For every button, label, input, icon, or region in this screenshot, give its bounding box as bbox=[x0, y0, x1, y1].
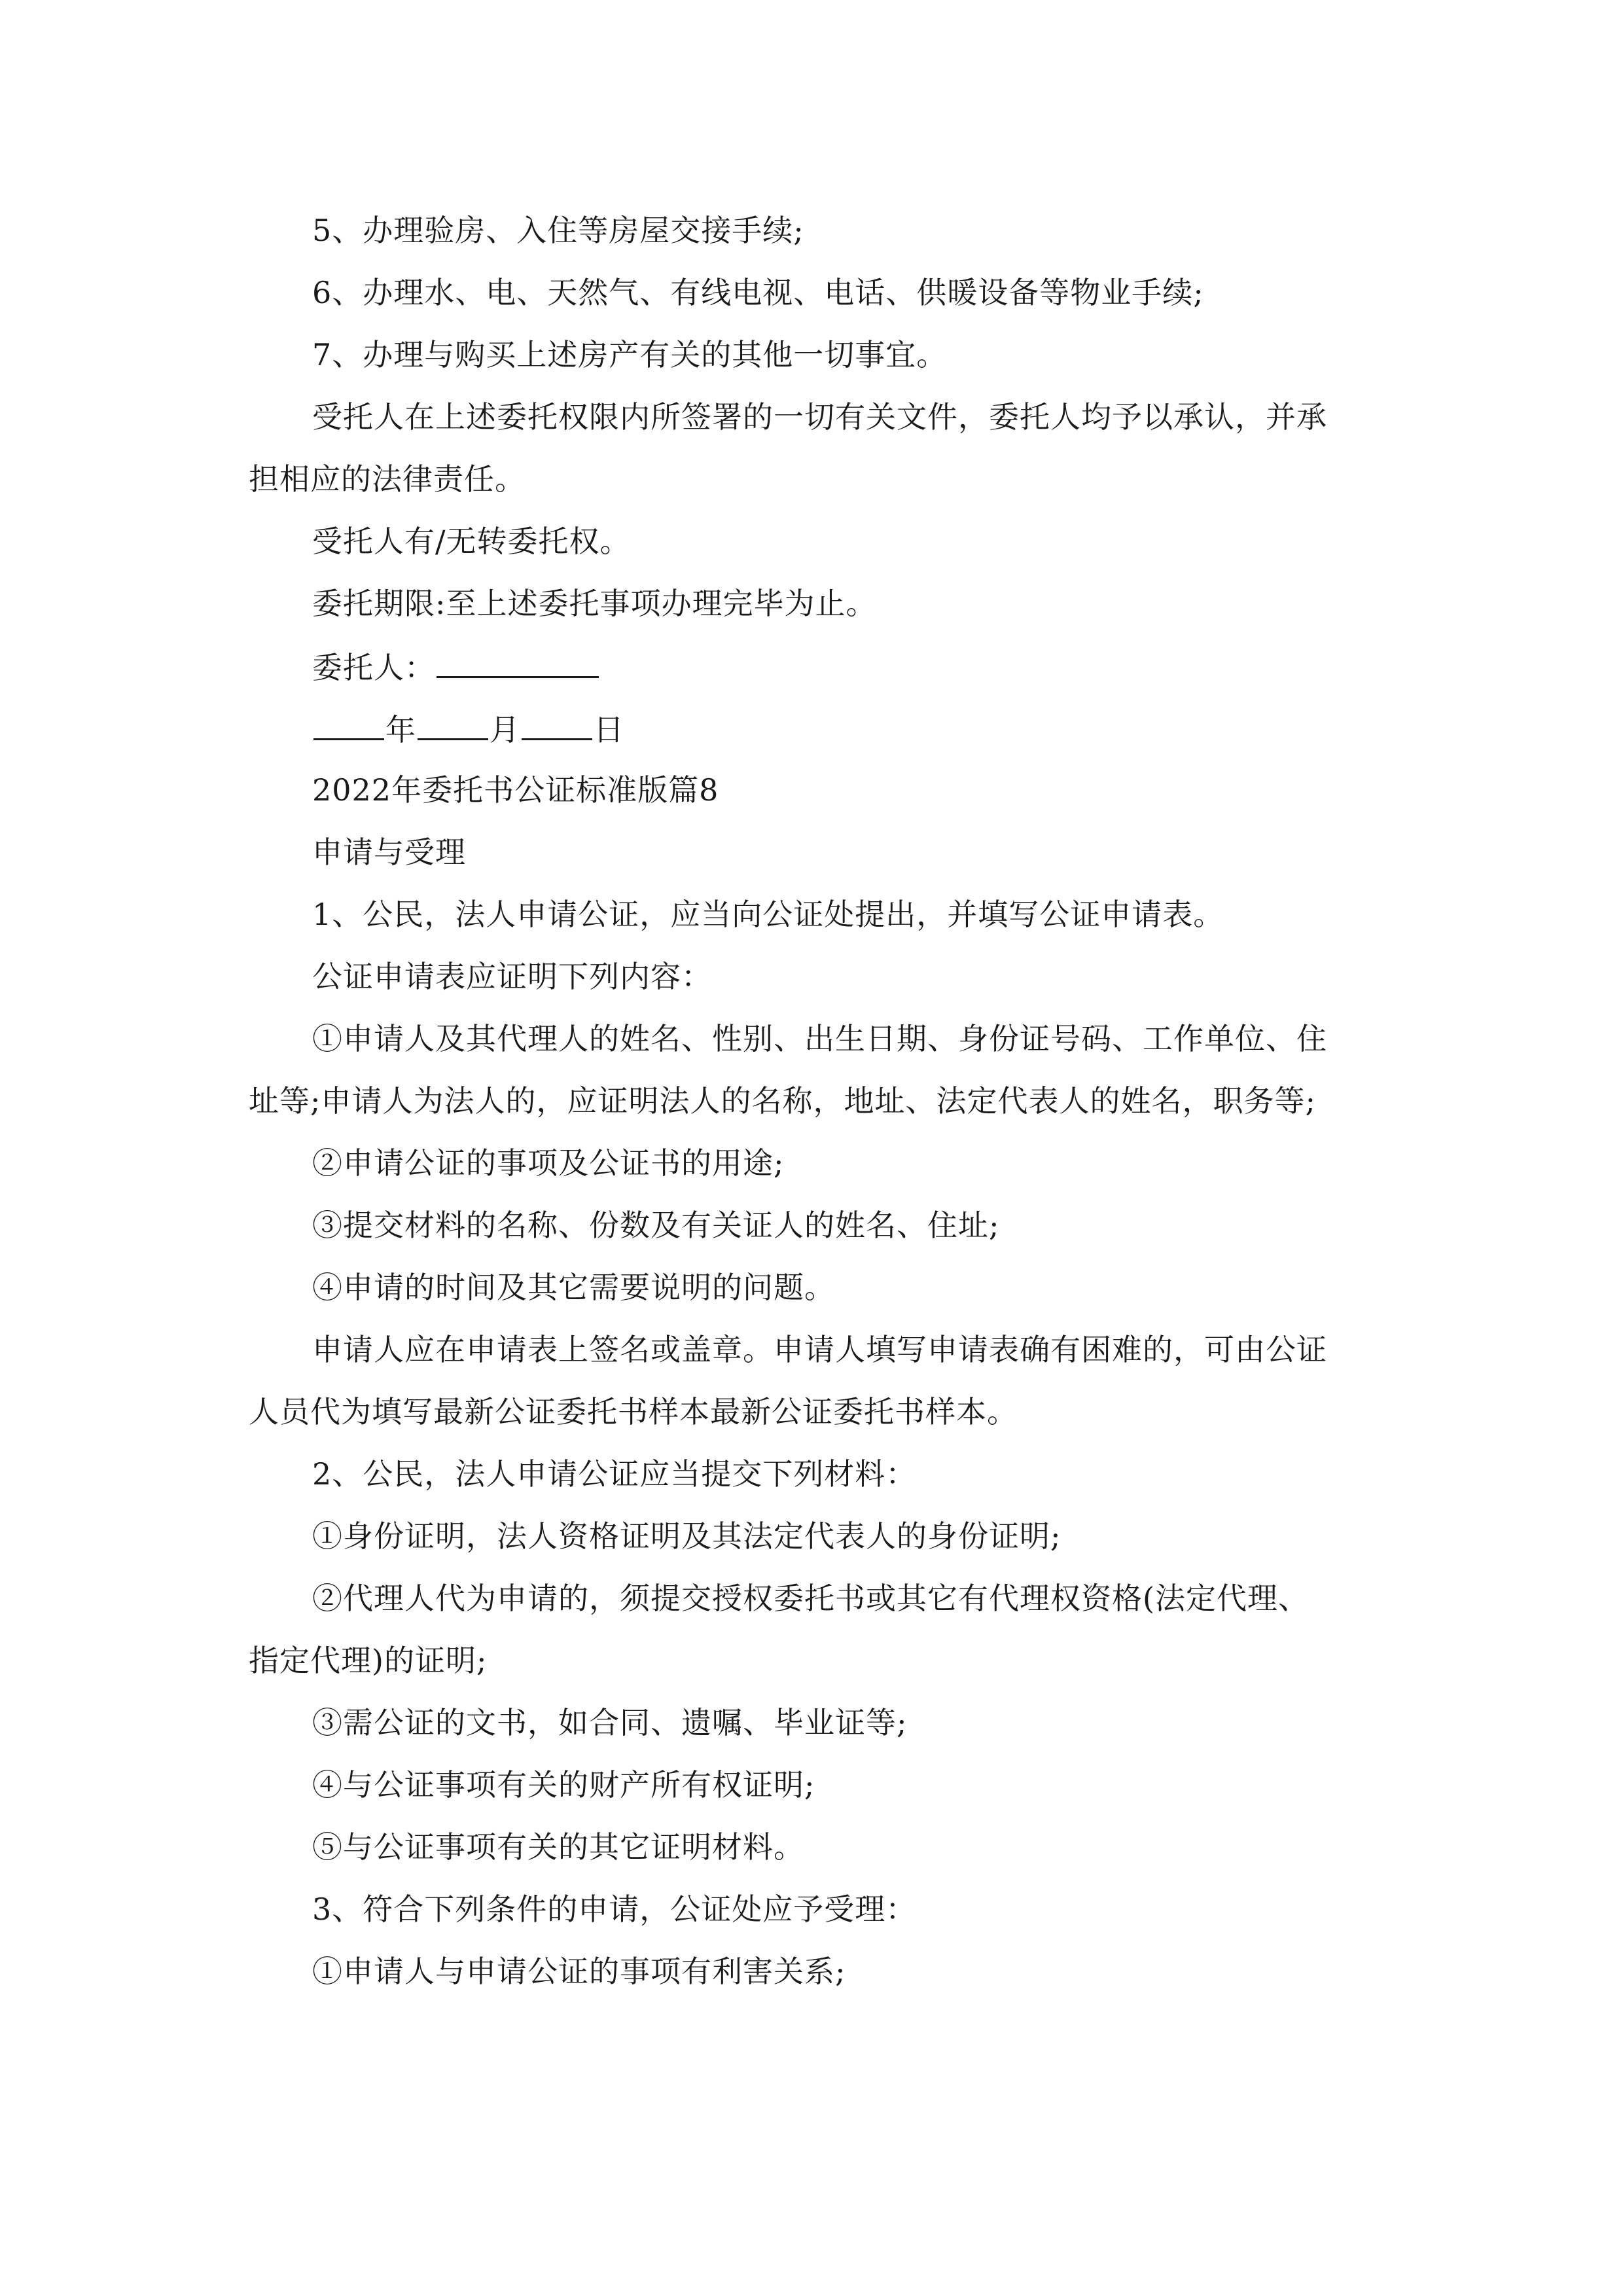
month-label: 月 bbox=[490, 712, 520, 747]
year-blank bbox=[313, 708, 384, 740]
paragraph-line: ④与公证事项有关的财产所有权证明; bbox=[312, 1767, 815, 1803]
paragraph-line: 受托人在上述委托权限内所签署的一切有关文件，委托人均予以承认，并承 bbox=[312, 399, 1327, 435]
signature-line bbox=[312, 646, 600, 687]
paragraph-line: 担相应的法律责任。 bbox=[249, 461, 526, 497]
paragraph-line: ③需公证的文书，如合同、遗嘱、毕业证等; bbox=[312, 1705, 908, 1740]
section-title: 申请与受理 bbox=[312, 834, 466, 870]
day-label: 日 bbox=[594, 712, 624, 747]
paragraph-line: 址等;申请人为法人的，应证明法人的名称，地址、法定代表人的姓名，职务等; bbox=[249, 1083, 1316, 1119]
paragraph-line: ①身份证明，法人资格证明及其法定代表人的身份证明; bbox=[312, 1518, 1061, 1554]
paragraph-line: ③提交材料的名称、份数及有关证人的姓名、住址; bbox=[312, 1208, 1000, 1243]
paragraph-line: 1、公民，法人申请公证，应当向公证处提出，并填写公证申请表。 bbox=[312, 897, 1224, 932]
date-line bbox=[312, 708, 624, 749]
paragraph-line: 7、办理与购买上述房产有关的其他一切事宜。 bbox=[312, 337, 948, 372]
section-heading: 2022年委托书公证标准版篇8 bbox=[312, 772, 719, 808]
paragraph-line: 人员代为填写最新公证委托书样本最新公证委托书样本。 bbox=[249, 1394, 1018, 1429]
paragraph-line: 指定代理)的证明; bbox=[249, 1643, 488, 1678]
paragraph-line: ④申请的时间及其它需要说明的问题。 bbox=[312, 1270, 835, 1305]
paragraph-line: 3、符合下列条件的申请，公证处应予受理： bbox=[312, 1892, 917, 1927]
paragraph-line: ①申请人及其代理人的姓名、性别、出生日期、身份证号码、工作单位、住 bbox=[312, 1021, 1327, 1056]
paragraph-line: 委托期限:至上述委托事项办理完毕为止。 bbox=[312, 586, 877, 621]
paragraph-line: 受托人有/无转委托权。 bbox=[312, 524, 631, 559]
paragraph-line: 5、办理验房、入住等房屋交接手续; bbox=[312, 213, 804, 248]
paragraph-line: ⑤与公证事项有关的其它证明材料。 bbox=[312, 1829, 804, 1865]
paragraph-line: 公证申请表应证明下列内容： bbox=[312, 959, 712, 994]
day-blank bbox=[522, 708, 592, 740]
signature-label: 委托人： bbox=[312, 650, 435, 685]
year-label: 年 bbox=[385, 712, 416, 747]
paragraph-line: ②代理人代为申请的，须提交授权委托书或其它有代理权资格(法定代理、 bbox=[312, 1581, 1309, 1616]
paragraph-line: ①申请人与申请公证的事项有利害关系; bbox=[312, 1954, 846, 1989]
month-blank bbox=[418, 708, 488, 740]
paragraph-line: ②申请公证的事项及公证书的用途; bbox=[312, 1145, 785, 1181]
paragraph-line: 6、办理水、电、天然气、有线电视、电话、供暖设备等物业手续; bbox=[312, 275, 1204, 310]
signature-blank bbox=[437, 646, 599, 678]
paragraph-line: 2、公民，法人申请公证应当提交下列材料： bbox=[312, 1456, 917, 1492]
paragraph-line: 申请人应在申请表上签名或盖章。申请人填写申请表确有困难的，可由公证 bbox=[312, 1332, 1327, 1367]
